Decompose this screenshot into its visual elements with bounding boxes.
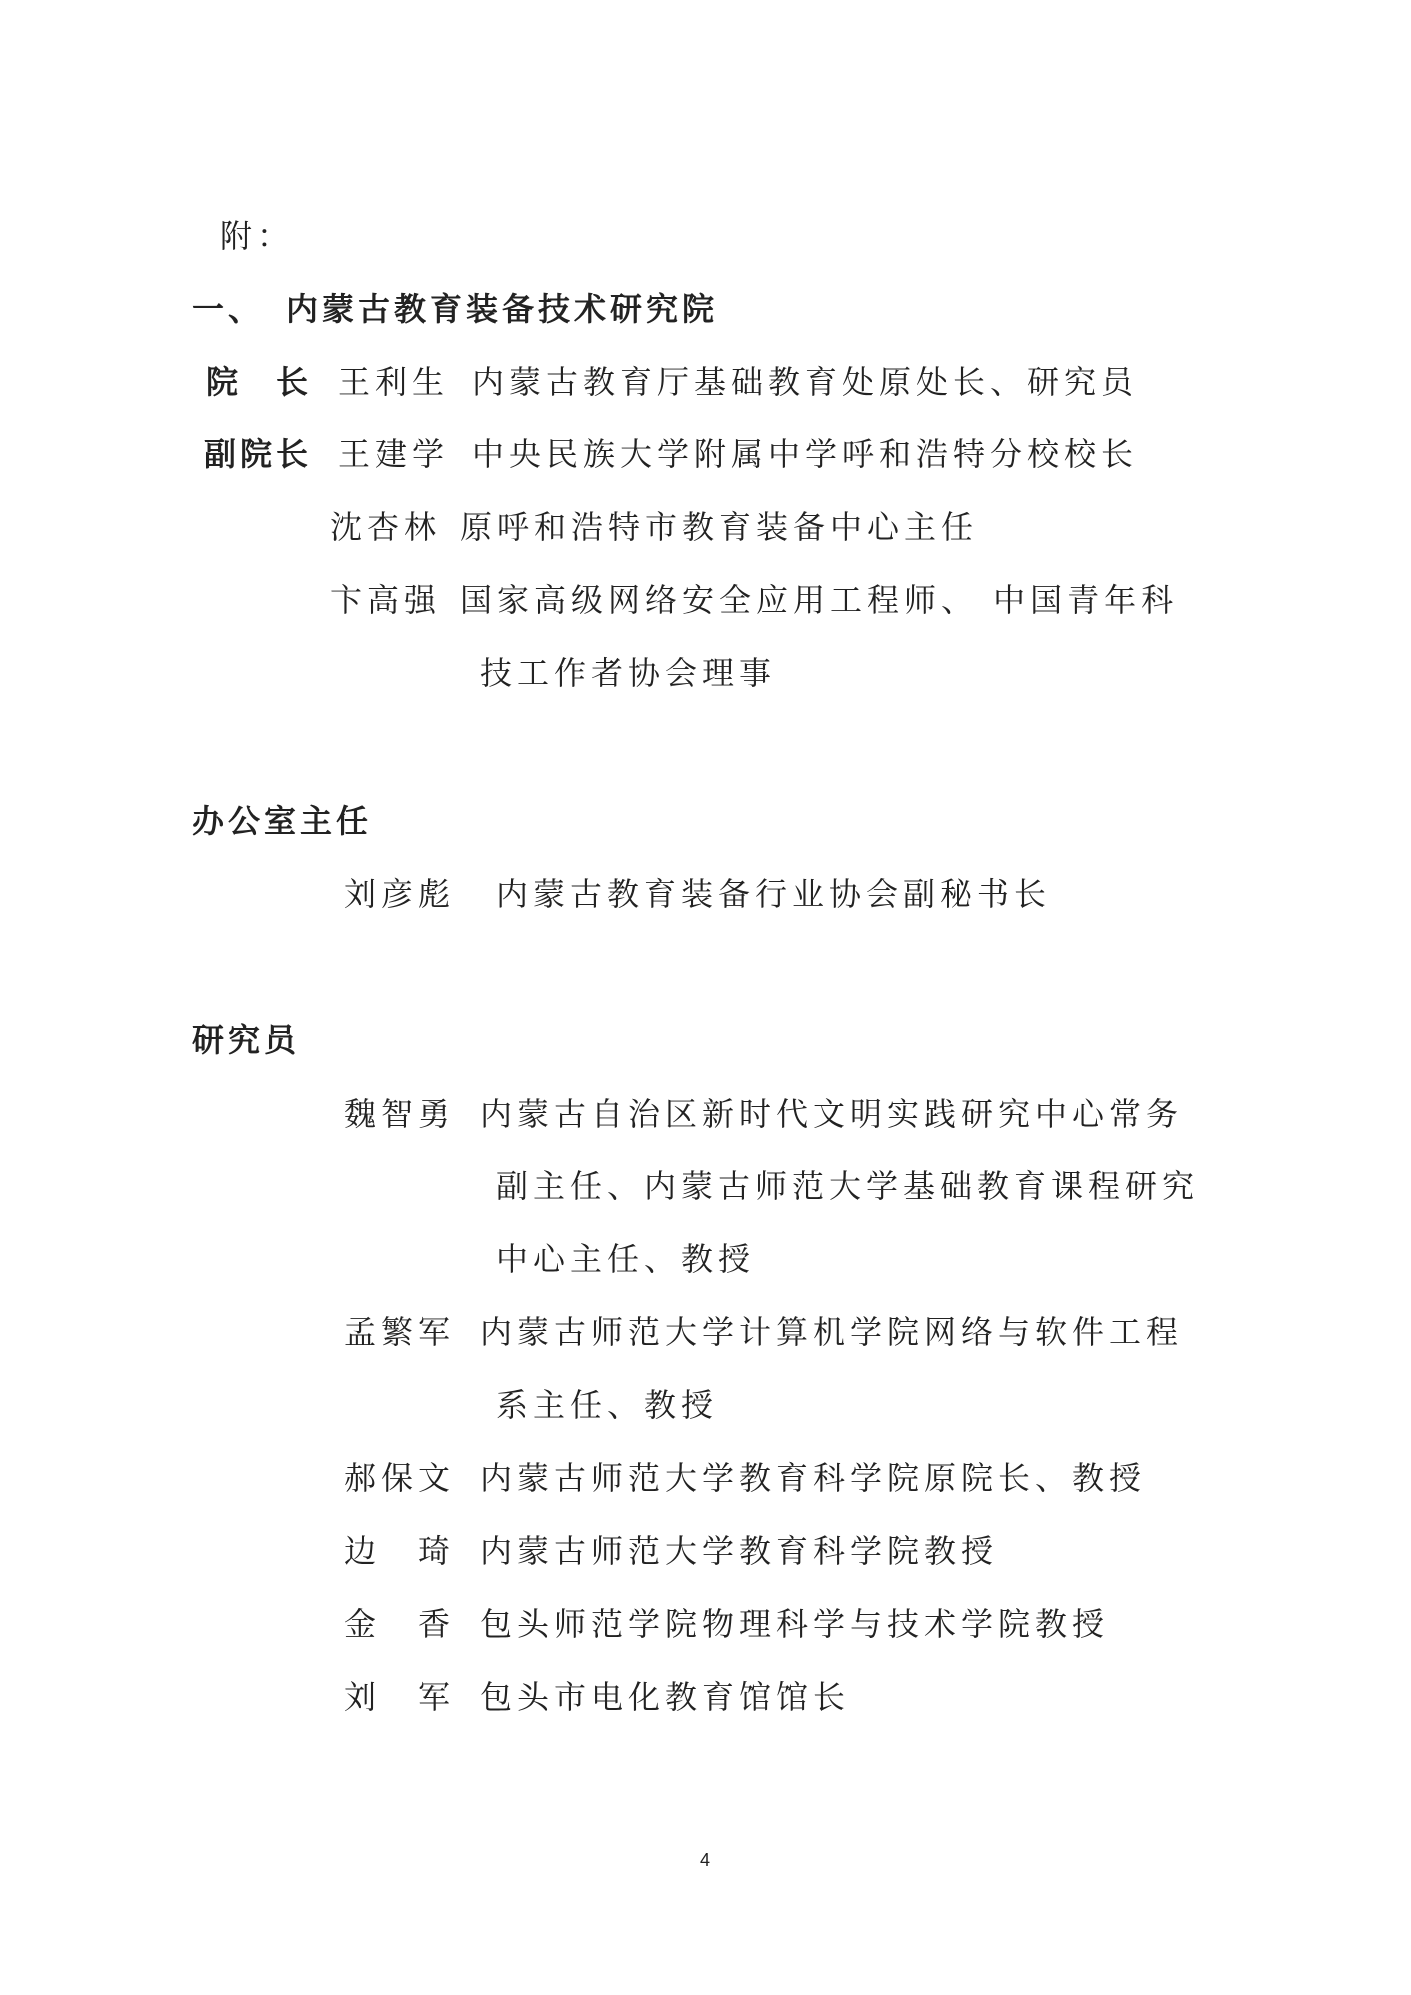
office-director-name: 刘彦彪 [344,875,456,913]
researcher-desc-continued: 系主任、教授 [496,1386,719,1424]
vice-president-name: 王建学 [338,435,450,473]
vice-president-desc-continued: 技工作者协会理事 [480,654,777,692]
researcher-name: 魏智勇 [344,1095,456,1133]
researcher-name: 边 琦 [344,1532,456,1570]
researchers-heading: 研究员 [192,1021,301,1059]
vice-president-desc: 国家高级网络安全应用工程师、 中国青年科 [460,581,1179,619]
researcher-desc-continued: 副主任、内蒙古师范大学基础教育课程研究 [496,1167,1200,1205]
section-number: 一、 [192,290,265,328]
section-title: 内蒙古教育装备技术研究院 [286,290,719,328]
president-desc: 内蒙古教育厅基础教育处原处长、研究员 [472,363,1139,401]
researcher-desc: 内蒙古师范大学计算机学院网络与软件工程 [480,1313,1184,1351]
researcher-desc: 包头师范学院物理科学与技术学院教授 [480,1605,1110,1643]
attachment-label: 附： [220,217,295,255]
vice-president-name: 沈杏林 [330,508,442,546]
president-role: 院 长 [206,363,312,401]
researcher-desc: 内蒙古师范大学教育科学院教授 [480,1532,999,1570]
vice-president-role: 副院长 [204,435,313,473]
researcher-desc-continued: 中心主任、教授 [496,1240,756,1278]
researcher-name: 郝保文 [344,1459,456,1497]
office-director-desc: 内蒙古教育装备行业协会副秘书长 [496,875,1052,913]
vice-president-desc: 原呼和浩特市教育装备中心主任 [460,508,979,546]
researcher-name: 孟繁军 [344,1313,456,1351]
vice-president-desc: 中央民族大学附属中学呼和浩特分校校长 [472,435,1139,473]
president-name: 王利生 [338,363,450,401]
researcher-name: 金 香 [344,1605,456,1643]
vice-president-name: 卞高强 [330,581,442,619]
office-heading: 办公室主任 [192,802,373,840]
researcher-desc: 包头市电化教育馆馆长 [480,1678,851,1716]
researcher-desc: 内蒙古自治区新时代文明实践研究中心常务 [480,1095,1184,1133]
page-number: 4 [700,1850,711,1870]
researcher-name: 刘 军 [344,1678,456,1716]
researcher-desc: 内蒙古师范大学教育科学院原院长、教授 [480,1459,1147,1497]
